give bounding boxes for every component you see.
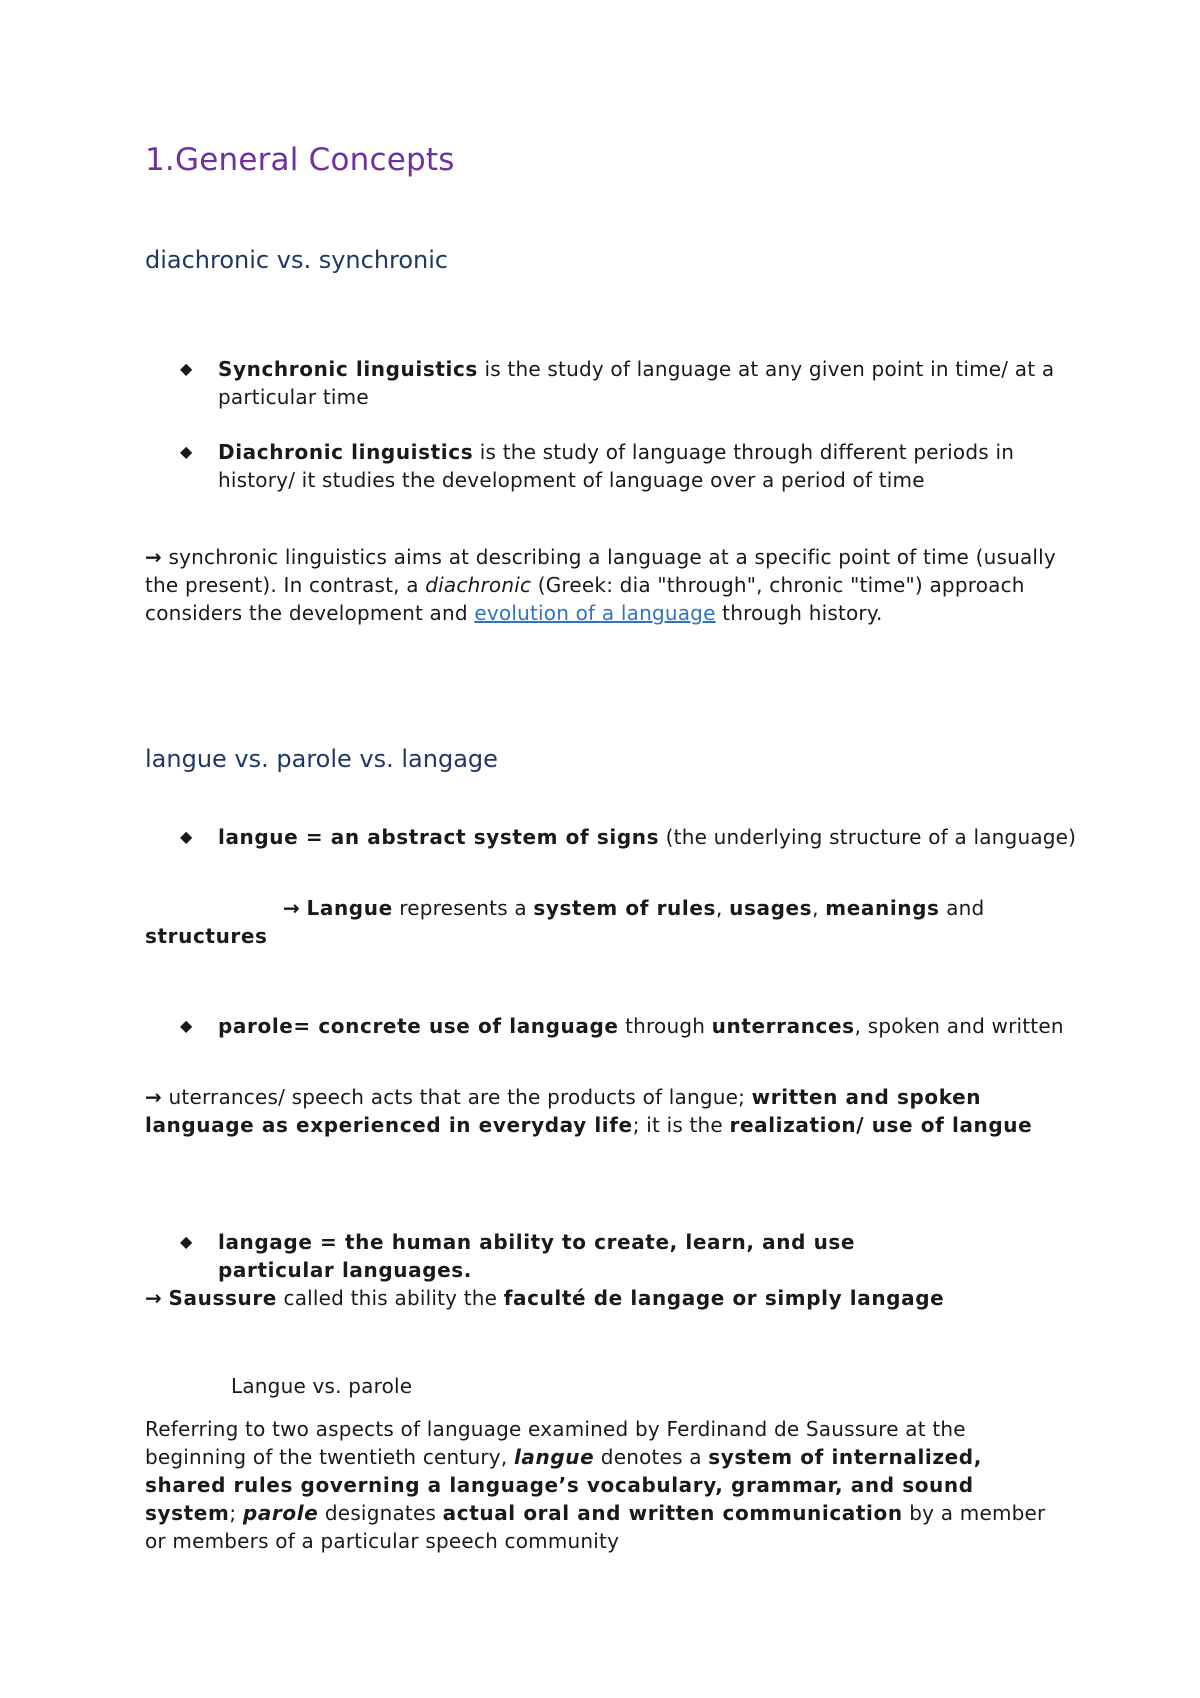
bold-italic-term: langue xyxy=(513,1445,595,1469)
term-langage: langage = the human ability to create, learn, and use particular languages. xyxy=(218,1230,856,1282)
bold-text: system of rules xyxy=(533,896,717,920)
note-parole-speech-acts xyxy=(145,1083,1070,1139)
diamond-bullet-icon: ◆ xyxy=(180,827,193,846)
definition-text: is the study of language at any given point in time/ at a particular time xyxy=(218,357,1055,409)
term-synchronic-linguistics: Synchronic linguistics xyxy=(218,357,478,381)
bold-text: Langue xyxy=(306,896,393,920)
paragraph-text: through history. xyxy=(715,601,883,625)
note-text: ; it is the xyxy=(632,1113,730,1137)
bold-text: realization/ use of langue xyxy=(729,1113,1033,1137)
paragraph-text: synchronic linguistics aims at describing a language at a specific point of time (usually the present). In contrast, a xyxy=(145,545,1056,597)
note-saussure-langage xyxy=(145,1284,1070,1312)
list-item-text xyxy=(218,1228,918,1284)
note-text: , xyxy=(812,896,826,920)
list-item-synchronic xyxy=(180,355,1080,411)
note-text: called this ability the xyxy=(276,1286,504,1310)
paragraph-text: denotes a xyxy=(594,1445,709,1469)
definition-text: is the study of language through different periods in history/ it studies the development of language over a period of time xyxy=(218,440,1015,492)
paragraph-text: by a member or members of a particular speech community xyxy=(145,1501,1046,1553)
paragraph-text: Referring to two aspects of language examined by Ferdinand de Saussure at the beginning of the twentieth century, xyxy=(145,1417,966,1469)
italic-term: diachronic xyxy=(425,573,532,597)
bold-text: meanings xyxy=(825,896,940,920)
arrow-icon: → xyxy=(145,1085,162,1109)
list-item-langue xyxy=(180,823,1080,851)
bold-text: structures xyxy=(145,924,268,948)
subheading-langue-vs-parole: Langue vs. parole xyxy=(231,1374,413,1398)
evolution-link[interactable]: evolution of a language xyxy=(474,601,716,625)
paragraph-saussure-definition xyxy=(145,1415,1070,1555)
list-item-text xyxy=(218,355,1088,411)
list-item-parole xyxy=(180,1012,1080,1040)
diamond-bullet-icon: ◆ xyxy=(180,1232,193,1251)
diamond-bullet-icon: ◆ xyxy=(180,1016,193,1035)
page-title: 1.General Concepts xyxy=(145,142,455,178)
section-heading-diachronic-synchronic: diachronic vs. synchronic xyxy=(145,246,449,274)
term-langue: langue = an abstract system of signs xyxy=(218,825,660,849)
note-langue-rules xyxy=(145,894,1065,950)
paragraph-text: (Greek: dia "through", chronic "time") approach considers the development and xyxy=(145,573,1025,625)
bold-text: unterrances xyxy=(711,1014,855,1038)
bold-text: written and spoken language as experienced in everyday life xyxy=(145,1085,982,1137)
bold-text: actual oral and written communication xyxy=(442,1501,903,1525)
list-item-diachronic xyxy=(180,438,1080,494)
diamond-bullet-icon: ◆ xyxy=(180,442,193,461)
paragraph-text: designates xyxy=(318,1501,443,1525)
definition-text: (the underlying structure of a language) xyxy=(659,825,1077,849)
note-text: and xyxy=(939,896,985,920)
list-item-text xyxy=(218,1012,1088,1040)
paragraph-text: ; xyxy=(229,1501,243,1525)
paragraph-synchronic-explanation xyxy=(145,543,1065,627)
note-text: uterrances/ speech acts that are the products of langue; xyxy=(161,1085,752,1109)
list-item-langage xyxy=(180,1228,940,1284)
bold-text: usages xyxy=(729,896,813,920)
note-text: represents a xyxy=(392,896,534,920)
definition-text: , spoken and written xyxy=(854,1014,1064,1038)
list-item-text xyxy=(218,823,1088,851)
arrow-icon: → xyxy=(145,545,162,569)
diamond-bullet-icon: ◆ xyxy=(180,359,193,378)
term-parole: parole= concrete use of language xyxy=(218,1014,619,1038)
bold-italic-term: parole xyxy=(242,1501,319,1525)
arrow-icon: → xyxy=(283,896,300,920)
bold-text: system of internalized, shared rules governing a language’s vocabulary, grammar, and sound system xyxy=(145,1445,982,1525)
term-diachronic-linguistics: Diachronic linguistics xyxy=(218,440,474,464)
bold-text: faculté de langage or simply langage xyxy=(503,1286,945,1310)
section-heading-langue-parole-langage: langue vs. parole vs. langage xyxy=(145,745,498,773)
definition-text: through xyxy=(618,1014,712,1038)
note-text: , xyxy=(716,896,730,920)
arrow-icon: → xyxy=(145,1286,162,1310)
bold-text: Saussure xyxy=(168,1286,277,1310)
list-item-text xyxy=(218,438,1088,494)
